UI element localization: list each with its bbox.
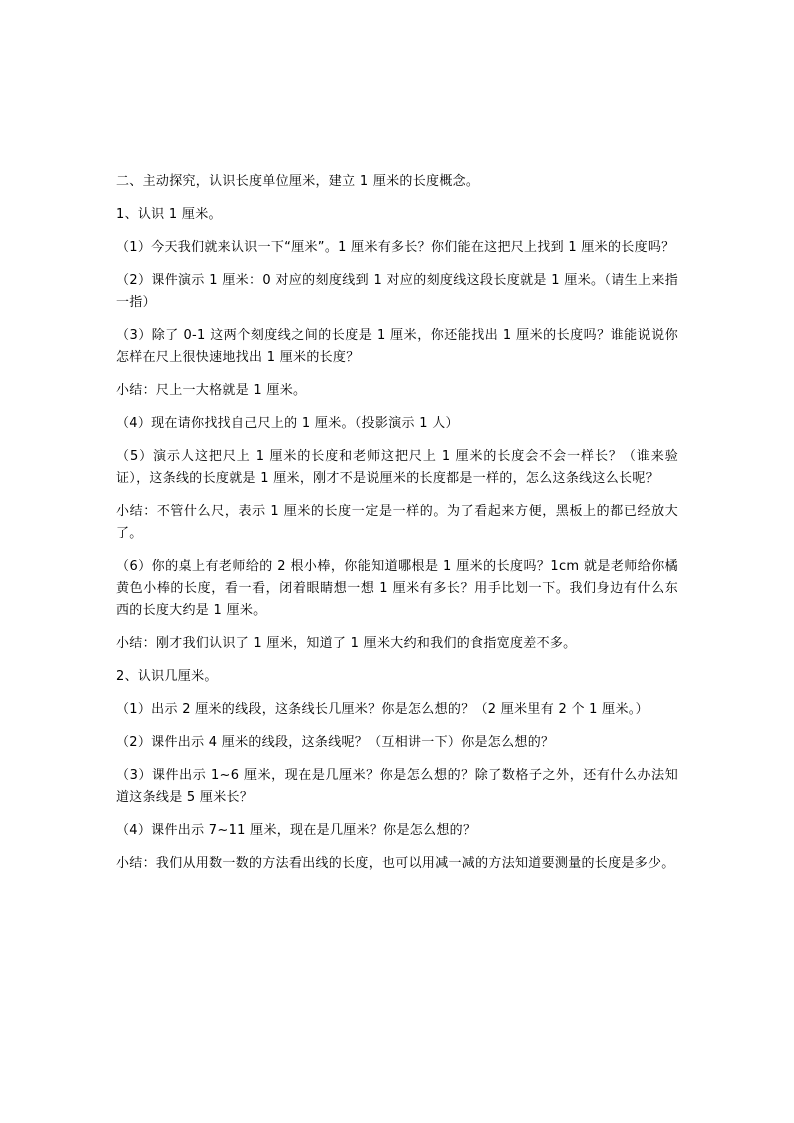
paragraph: （2）课件出示 4 厘米的线段，这条线呢？（互相讲一下）你是怎么想的？ [116,735,555,750]
paragraph: （6）你的桌上有老师给的 2 根小棒，你能知道哪根是 1 厘米的长度吗？1cm 就是老师给你橘黄色小棒的长度，看一看，闭着眼睛想一想 1 厘米有多长？用手比划一下。我们身边有什么东西的长度大约是 1 厘米。 [116,559,678,618]
summary-paragraph: 小结：尺上一大格就是 1 厘米。 [116,383,307,398]
paragraph: （3）课件出示 1~6 厘米，现在是几厘米？你是怎么想的？除了数格子之外，还有什么办法知道这条线是 5 厘米长？ [116,768,678,805]
summary-paragraph: 小结：刚才我们认识了 1 厘米，知道了 1 厘米大约和我们的食指宽度差不多。 [116,636,577,651]
subsection-heading: 1、认识 1 厘米。 [116,207,222,222]
subsection-heading: 2、认识几厘米。 [116,669,218,684]
paragraph: （2）课件演示 1 厘米：0 对应的刻度线到 1 对应的刻度线这段长度就是 1 厘米。（请生上来指一指） [116,273,678,310]
paragraph: （5）演示人这把尺上 1 厘米的长度和老师这把尺上 1 厘米的长度会不会一样长？（谁来验证），这条线的长度就是 1 厘米，刚才不是说厘米的长度都是一样的，怎么这条线这么长呢？ [116,449,678,486]
summary-paragraph: 小结：不管什么尺，表示 1 厘米的长度一定是一样的。为了看起来方便，黑板上的都已经放大了。 [116,504,678,541]
document-body [116,171,678,886]
paragraph: （3）除了 0-1 这两个刻度线之间的长度是 1 厘米，你还能找出 1 厘米的长度吗？谁能说说你怎样在尺上很快速地找出 1 厘米的长度？ [116,328,678,365]
summary-paragraph: 小结：我们从用数一数的方法看出线的长度，也可以用减一减的方法知道要测量的长度是多少。 [116,856,675,871]
paragraph: （4）现在请你找找自己尺上的 1 厘米。（投影演示 1 人） [116,416,459,431]
paragraph: （1）出示 2 厘米的线段，这条线长几厘米？你是怎么想的？（2 厘米里有 2 个 1 厘米。） [116,702,649,717]
paragraph: （4）课件出示 7~11 厘米，现在是几厘米？你是怎么想的？ [116,823,477,838]
section-heading: 二、主动探究，认识长度单位厘米，建立 1 厘米的长度概念。 [116,174,480,189]
paragraph: （1）今天我们就来认识一下“厘米”。1 厘米有多长？你们能在这把尺上找到 1 厘米的长度吗？ [116,240,675,255]
